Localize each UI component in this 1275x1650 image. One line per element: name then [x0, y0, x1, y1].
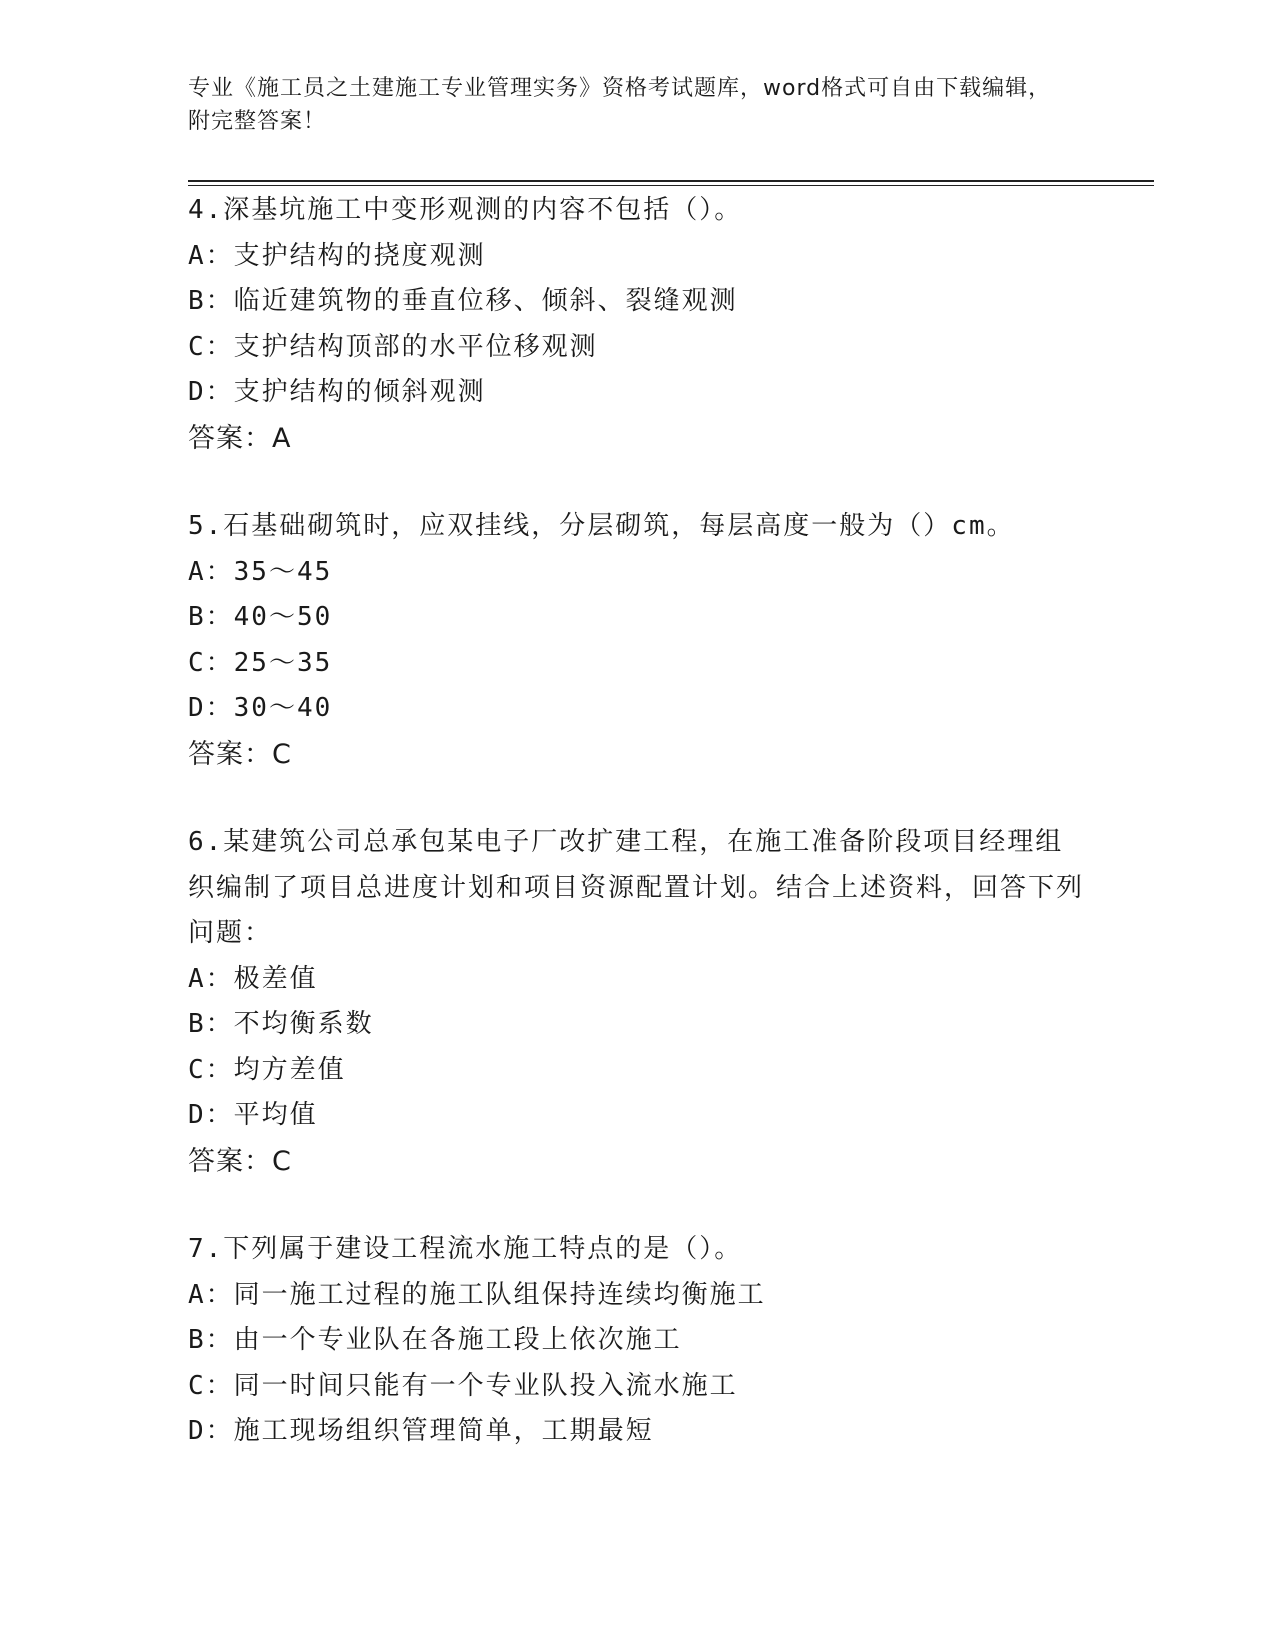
question-stem: 7.下列属于建设工程流水施工特点的是（）。 [188, 1234, 743, 1264]
answer-line: 答案：C [188, 738, 292, 770]
question-stem: 5.石基础砌筑时，应双挂线，分层砌筑，每层高度一般为（）cm。 [188, 511, 1015, 541]
header-divider-thick [188, 180, 1154, 182]
answer-line: 答案：C [188, 1145, 292, 1177]
question-4 [188, 188, 1088, 461]
question-list [188, 188, 1088, 1455]
question-stem: 6.某建筑公司总承包某电子厂改扩建工程，在施工准备阶段项目经理组织编制了项目总进度计划和项目资源配置计划。结合上述资料，回答下列问题： [188, 827, 1085, 948]
option-d: D：平均值 [188, 1100, 318, 1130]
answer-line: 答案：A [188, 422, 292, 454]
question-5 [188, 504, 1088, 777]
option-d: D：施工现场组织管理简单，工期最短 [188, 1416, 654, 1446]
option-b: B：40～50 [188, 602, 333, 632]
option-a: A：35～45 [188, 556, 333, 587]
option-d: D：30～40 [188, 693, 333, 723]
question-7 [188, 1227, 1088, 1455]
option-a: A：极差值 [188, 963, 318, 994]
question-6 [188, 820, 1088, 1184]
option-c: C：支护结构顶部的水平位移观测 [188, 331, 598, 362]
option-c: C：同一时间只能有一个专业队投入流水施工 [188, 1370, 738, 1401]
option-c: C：25～35 [188, 647, 333, 678]
option-b: B：临近建筑物的垂直位移、倾斜、裂缝观测 [188, 286, 738, 316]
option-b: B：由一个专业队在各施工段上依次施工 [188, 1325, 682, 1355]
option-c: C：均方差值 [188, 1054, 346, 1085]
option-a: A：同一施工过程的施工队组保持连续均衡施工 [188, 1279, 766, 1310]
option-d: D：支护结构的倾斜观测 [188, 377, 486, 407]
question-stem: 4.深基坑施工中变形观测的内容不包括（）。 [188, 195, 743, 225]
option-a: A：支护结构的挠度观测 [188, 240, 486, 271]
document-header: 专业《施工员之土建施工专业管理实务》资格考试题库，word格式可自由下载编辑，附完整答案！ [188, 76, 1052, 134]
option-b: B：不均衡系数 [188, 1009, 374, 1039]
header-divider-thin [188, 185, 1154, 186]
